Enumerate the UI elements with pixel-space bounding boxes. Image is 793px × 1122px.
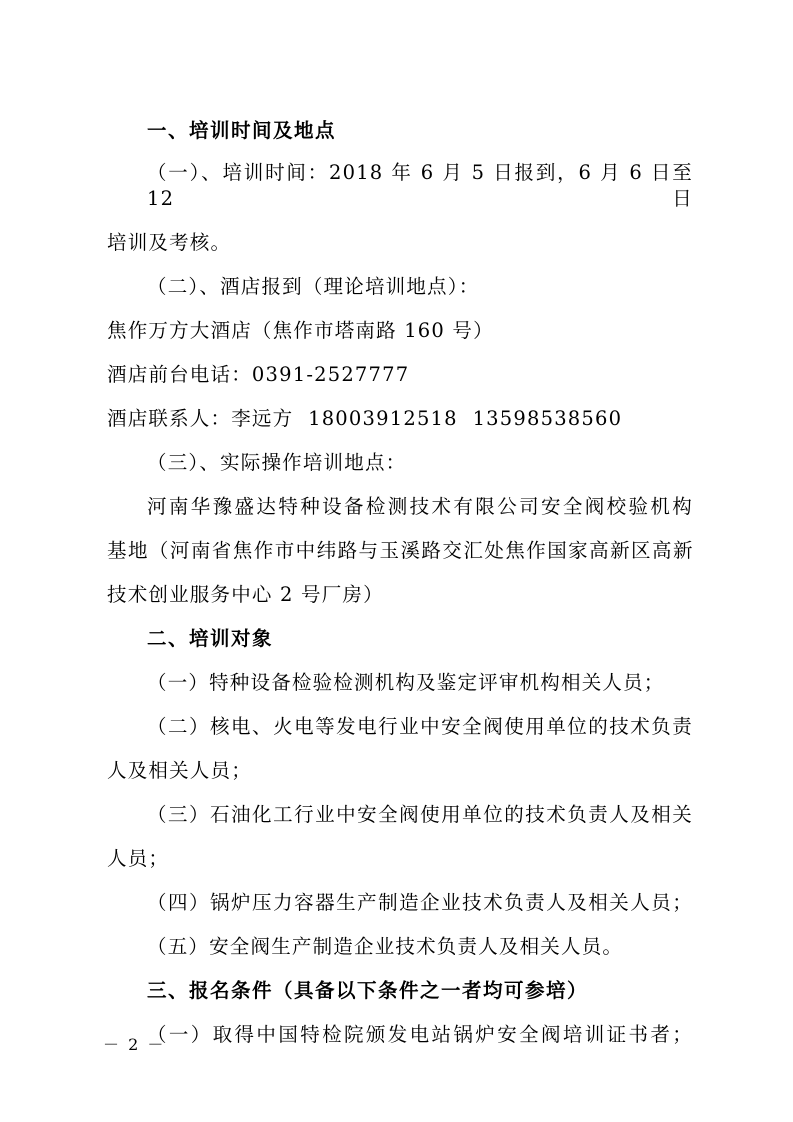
page-number: － 2 －: [103, 1035, 166, 1054]
paragraph-practice-address-line1: 河南华豫盛达特种设备检测技术有限公司安全阀校验机构: [147, 495, 693, 518]
section-heading-3: 三、报名条件（具备以下条件之一者均可参培）: [147, 979, 589, 1002]
paragraph-hotel-checkin: （二）、酒店报到（理论培训地点）：: [147, 275, 480, 298]
paragraph-training-time-line1: （一）、培训时间：2018 年 6 月 5 日报到，6 月 6 日至 12 日: [147, 161, 693, 210]
paragraph-target-3-line2: 人员；: [107, 847, 170, 870]
paragraph-training-time-line2: 培训及考核。: [107, 231, 232, 254]
paragraph-practice-address-line3: 技术创业服务中心 2 号厂房）: [107, 583, 384, 606]
paragraph-target-2-line2: 人及相关人员；: [107, 759, 252, 782]
paragraph-target-4: （四）锅炉压力容器生产制造企业技术负责人及相关人员；: [147, 891, 693, 914]
paragraph-condition-1: （一）取得中国特检院颁发电站锅炉安全阀培训证书者；: [147, 1023, 693, 1046]
paragraph-practice-address-line2: 基地（河南省焦作市中纬路与玉溪路交汇处焦作国家高新区高新: [107, 539, 693, 562]
paragraph-target-5: （五）安全阀生产制造企业技术负责人及相关人员。: [147, 935, 624, 958]
document-body: [107, 118, 693, 1048]
paragraph-target-1: （一）特种设备检验检测机构及鉴定评审机构相关人员；: [147, 671, 665, 694]
paragraph-hotel-contact: 酒店联系人：李远方 18003912518 13598538560: [107, 407, 623, 430]
section-heading-1: 一、培训时间及地点: [147, 119, 337, 142]
paragraph-hotel-phone: 酒店前台电话：0391-2527777: [107, 363, 410, 386]
paragraph-practice-location: （三）、实际操作培训地点：: [147, 451, 407, 474]
paragraph-hotel-name: 焦作万方大酒店（焦作市塔南路 160 号）: [107, 319, 494, 342]
section-heading-2: 二、培训对象: [147, 627, 274, 650]
paragraph-target-3-line1: （三）石油化工行业中安全阀使用单位的技术负责人及相关: [147, 803, 693, 826]
paragraph-target-2-line1: （二）核电、火电等发电行业中安全阀使用单位的技术负责: [147, 715, 693, 738]
